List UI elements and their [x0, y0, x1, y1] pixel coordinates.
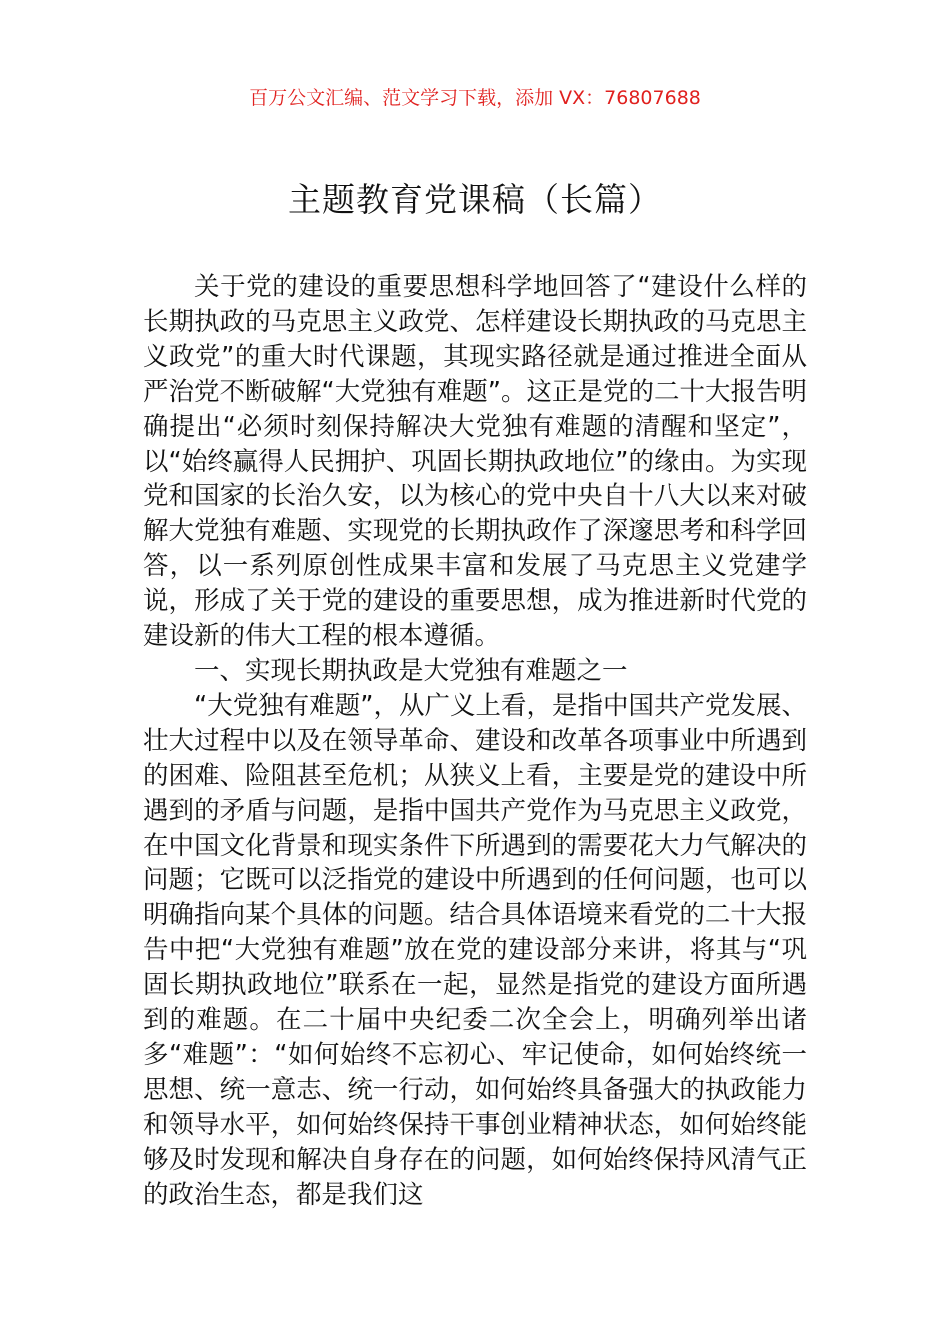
section-heading: 一、实现长期执政是大党独有难题之一 [194, 655, 628, 686]
document-body [143, 270, 807, 1212]
document-title: 主题教育党课稿（长篇） [288, 180, 662, 219]
section-paragraph: “大党独有难题”，从广义上看，是指中国共产党发展、壮大过程中以及在领导革命、建设和改革各项事业中所遇到的困难、险阻甚至危机；从狭义上看，主要是党的建设中所遇到的矛盾与问题，是指中国共产党作为马克思主义政党，在中国文化背景和现实条件下所遇到的需要花大力气解决的问题；它既可以泛指党的建设中所遇到的任何问题，也可以明确指向某个具体的问题。结合具体语境来看党的二十大报告中把“大党独有难题”放在党的建设部分来讲，将其与“巩固长期执政地位”联系在一起，显然是指党的建设方面所遇到的难题。在二十届中央纪委二次全会上，明确列举出诸多“难题”：“如何始终不忘初心、牢记使命，如何始终统一思想、统一意志、统一行动，如何始终具备强大的执政能力和领导水平，如何始终保持干事创业精神状态，如何始终能够及时发现和解决自身存在的问题，如何始终保持风清气正的政治生态，都是我们这 [143, 690, 807, 1210]
intro-paragraph: 关于党的建设的重要思想科学地回答了“建设什么样的长期执政的马克思主义政党、怎样建设长期执政的马克思主义政党”的重大时代课题，其现实路径就是通过推进全面从严治党不断破解“大党独有难题”。这正是党的二十大报告明确提出“必须时刻保持解决大党独有难题的清醒和坚定”，以“始终赢得人民拥护、巩固长期执政地位”的缘由。为实现党和国家的长治久安，以为核心的党中央自十八大以来对破解大党独有难题、实现党的长期执政作了深邃思考和科学回答，以一系列原创性成果丰富和发展了马克思主义党建学说，形成了关于党的建设的重要思想，成为推进新时代党的建设新的伟大工程的根本遵循。 [143, 272, 807, 652]
promo-header: 百万公文汇编、范文学习下载，添加 VX：76807688 [249, 87, 701, 109]
